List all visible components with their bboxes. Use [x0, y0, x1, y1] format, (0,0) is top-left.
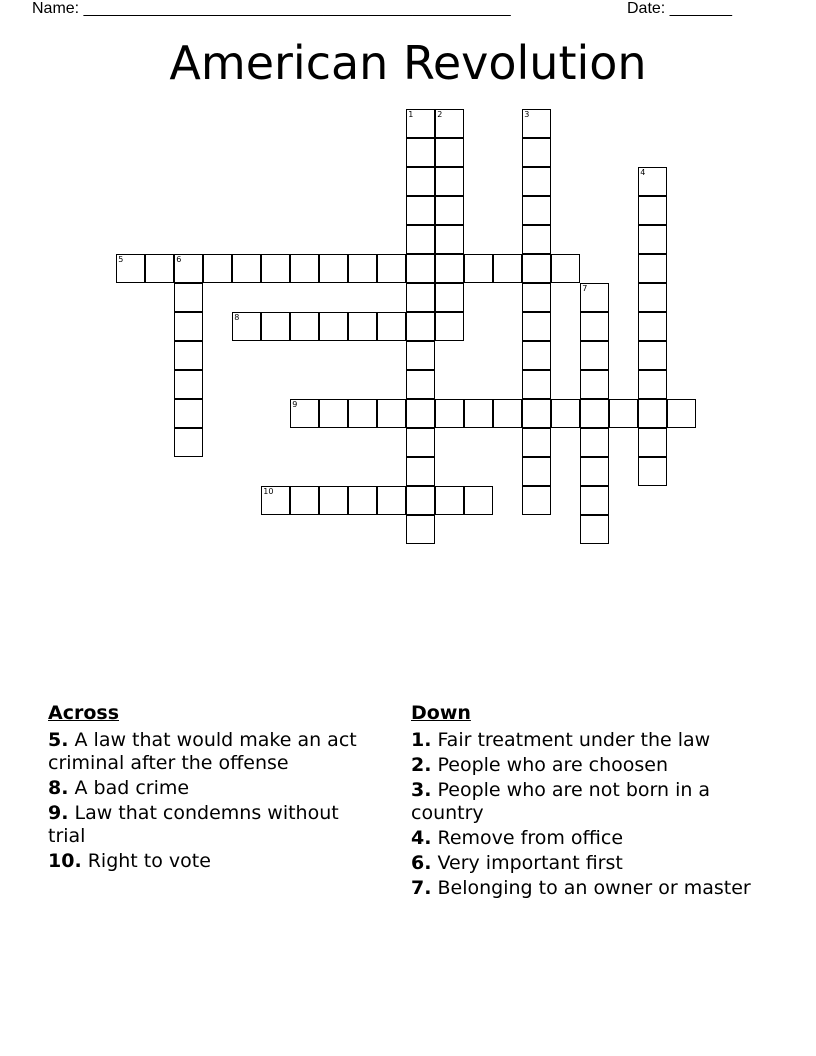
grid-cell[interactable] [406, 138, 435, 167]
grid-cell[interactable] [406, 399, 435, 428]
grid-cell[interactable] [522, 196, 551, 225]
grid-cell[interactable] [290, 312, 319, 341]
grid-cell[interactable] [319, 254, 348, 283]
clue-number: 8 [234, 313, 240, 323]
grid-cell[interactable] [638, 225, 667, 254]
down-clues [411, 702, 761, 902]
grid-cell[interactable] [174, 312, 203, 341]
clue-number: 10 [263, 487, 274, 497]
grid-cell[interactable] [464, 399, 493, 428]
grid-cell[interactable] [580, 312, 609, 341]
down-heading: Down [411, 702, 471, 724]
grid-cell[interactable] [638, 196, 667, 225]
grid-cell[interactable] [638, 341, 667, 370]
grid-cell[interactable] [261, 486, 290, 515]
grid-cell[interactable] [580, 486, 609, 515]
clue-number: 7 [582, 284, 588, 294]
grid-cell[interactable] [638, 254, 667, 283]
grid-cell[interactable] [522, 109, 551, 138]
grid-cell[interactable] [406, 196, 435, 225]
clue-number: 9 [292, 400, 298, 410]
grid-cell[interactable] [667, 399, 696, 428]
grid-cell[interactable] [174, 341, 203, 370]
grid-cell[interactable] [290, 254, 319, 283]
grid-cell[interactable] [377, 312, 406, 341]
grid-cell[interactable] [406, 457, 435, 486]
grid-cell[interactable] [203, 254, 232, 283]
grid-cell[interactable] [638, 283, 667, 312]
grid-cell[interactable] [435, 486, 464, 515]
grid-cell[interactable] [377, 254, 406, 283]
grid-cell[interactable] [551, 399, 580, 428]
grid-cell[interactable] [348, 486, 377, 515]
across-clues [48, 702, 378, 875]
grid-cell[interactable] [551, 254, 580, 283]
grid-cell[interactable] [406, 341, 435, 370]
grid-cell[interactable] [174, 283, 203, 312]
grid-cell[interactable] [319, 312, 348, 341]
grid-cell[interactable] [116, 254, 145, 283]
grid-cell[interactable] [464, 254, 493, 283]
grid-cell[interactable] [174, 399, 203, 428]
clue-down-6: 6. Very important first [411, 852, 623, 874]
date-field[interactable]: Date: _______ [627, 0, 732, 17]
grid-cell[interactable] [377, 399, 406, 428]
grid-cell[interactable] [435, 399, 464, 428]
grid-cell[interactable] [638, 312, 667, 341]
grid-cell[interactable] [580, 515, 609, 544]
grid-cell[interactable] [406, 167, 435, 196]
grid-cell[interactable] [522, 486, 551, 515]
clue-across-8: 8. A bad crime [48, 777, 190, 799]
grid-cell[interactable] [522, 138, 551, 167]
grid-cell[interactable] [638, 457, 667, 486]
clue-down-2: 2. People who are choosen [411, 754, 669, 776]
clue-number: 2 [437, 110, 443, 120]
grid-cell[interactable] [522, 399, 551, 428]
grid-cell[interactable] [377, 486, 406, 515]
grid-cell[interactable] [145, 254, 174, 283]
grid-cell[interactable] [406, 515, 435, 544]
grid-cell[interactable] [174, 254, 203, 283]
clue-down-3: 3. People who are not born in a country [411, 779, 711, 824]
clue-across-10: 10. Right to vote [48, 850, 211, 872]
clue-number: 1 [408, 110, 414, 120]
clue-across-9: 9. Law that condemns without trial [48, 802, 339, 847]
grid-cell[interactable] [522, 457, 551, 486]
name-field[interactable]: Name: ________________________________________________ [32, 0, 511, 17]
grid-cell[interactable] [522, 283, 551, 312]
grid-cell[interactable] [232, 312, 261, 341]
grid-cell[interactable] [580, 457, 609, 486]
grid-cell[interactable] [522, 428, 551, 457]
clue-number: 3 [524, 110, 530, 120]
clue-number: 6 [176, 255, 182, 265]
grid-cell[interactable] [522, 312, 551, 341]
grid-cell[interactable] [435, 167, 464, 196]
grid-cell[interactable] [435, 196, 464, 225]
across-heading: Across [48, 702, 120, 724]
grid-cell[interactable] [348, 312, 377, 341]
clue-across-5: 5. A law that would make an act criminal after the offense [48, 729, 357, 774]
grid-cell[interactable] [406, 312, 435, 341]
grid-cell[interactable] [290, 486, 319, 515]
grid-cell[interactable] [319, 399, 348, 428]
grid-cell[interactable] [580, 341, 609, 370]
grid-cell[interactable] [174, 428, 203, 457]
clue-down-4: 4. Remove from office [411, 827, 624, 849]
grid-cell[interactable] [290, 399, 319, 428]
grid-cell[interactable] [522, 167, 551, 196]
grid-cell[interactable] [580, 399, 609, 428]
grid-cell[interactable] [580, 428, 609, 457]
grid-cell[interactable] [638, 370, 667, 399]
grid-cell[interactable] [609, 399, 638, 428]
clue-number: 5 [118, 255, 124, 265]
grid-cell[interactable] [435, 254, 464, 283]
grid-cell[interactable] [580, 283, 609, 312]
clue-down-1: 1. Fair treatment under the law [411, 729, 711, 751]
grid-cell[interactable] [435, 283, 464, 312]
grid-cell[interactable] [522, 370, 551, 399]
grid-cell[interactable] [406, 486, 435, 515]
grid-cell[interactable] [319, 486, 348, 515]
grid-cell[interactable] [522, 225, 551, 254]
grid-cell[interactable] [580, 370, 609, 399]
grid-cell[interactable] [522, 341, 551, 370]
grid-cell[interactable] [348, 399, 377, 428]
grid-cell[interactable] [174, 370, 203, 399]
grid-cell[interactable] [464, 486, 493, 515]
clue-number: 4 [640, 168, 646, 178]
grid-cell[interactable] [232, 254, 261, 283]
clue-down-7: 7. Belonging to an owner or master [411, 877, 751, 899]
grid-cell[interactable] [406, 109, 435, 138]
grid-cell[interactable] [435, 312, 464, 341]
grid-cell[interactable] [406, 428, 435, 457]
grid-cell[interactable] [493, 254, 522, 283]
grid-cell[interactable] [348, 254, 377, 283]
grid-cell[interactable] [435, 109, 464, 138]
grid-cell[interactable] [435, 138, 464, 167]
grid-cell[interactable] [522, 254, 551, 283]
grid-cell[interactable] [406, 283, 435, 312]
grid-cell[interactable] [638, 399, 667, 428]
grid-cell[interactable] [435, 225, 464, 254]
grid-cell[interactable] [406, 370, 435, 399]
grid-cell[interactable] [493, 399, 522, 428]
grid-cell[interactable] [638, 428, 667, 457]
page-title: American Revolution [169, 36, 647, 90]
grid-cell[interactable] [638, 167, 667, 196]
grid-cell[interactable] [406, 254, 435, 283]
grid-cell[interactable] [261, 254, 290, 283]
grid-cell[interactable] [406, 225, 435, 254]
grid-cell[interactable] [261, 312, 290, 341]
